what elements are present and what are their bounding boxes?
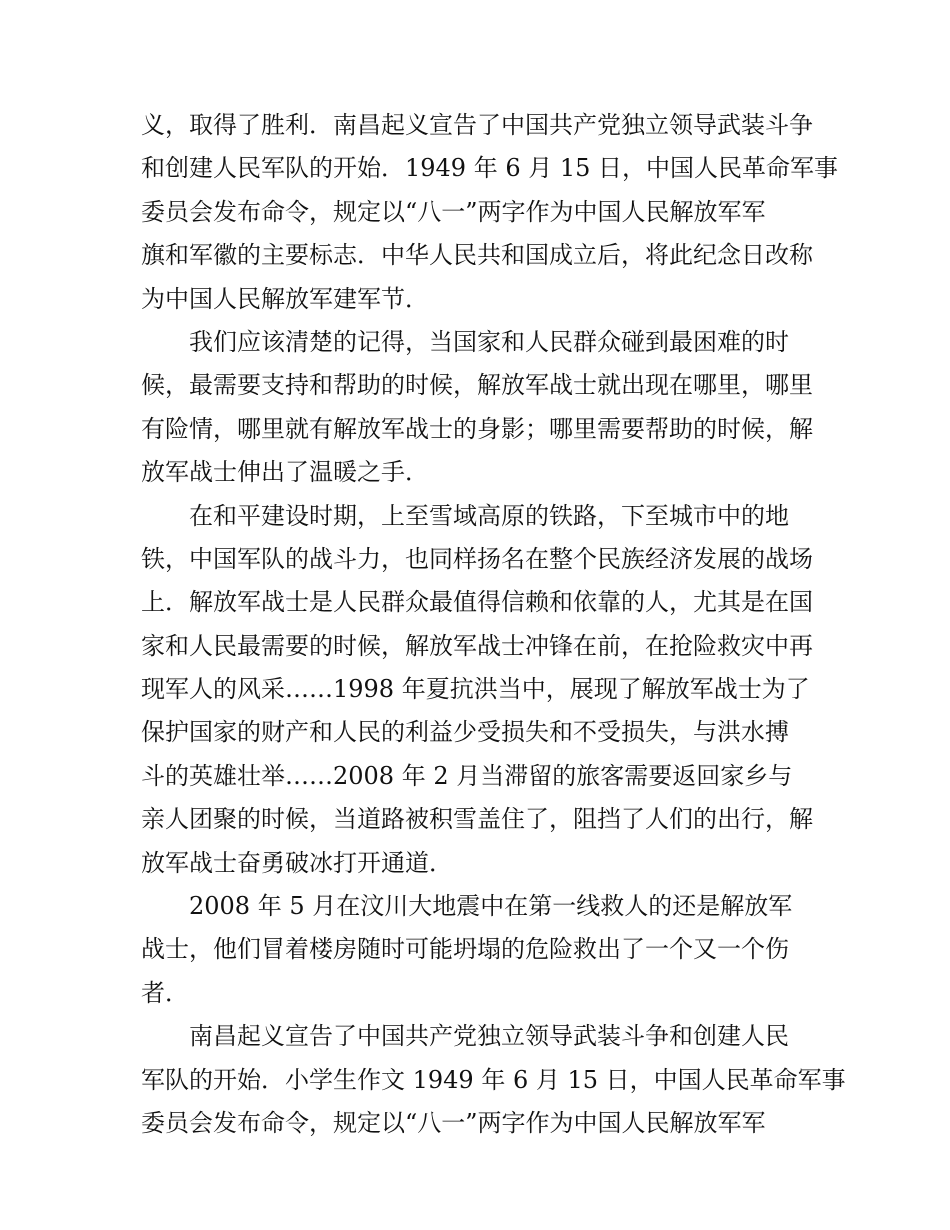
text-line: 战士，他们冒着楼房随时可能坍塌的危险救出了一个又一个伤 bbox=[141, 935, 789, 964]
text-line: 和创建人民军队的开始．1949 年 6 月 15 日，中国人民革命军事 bbox=[141, 154, 839, 183]
paragraph-start-line: 2008 年 5 月在汶川大地震中在第一线救人的还是解放军 bbox=[189, 892, 793, 921]
text-line: 旗和军徽的主要标志．中华人民共和国成立后，将此纪念日改称 bbox=[141, 241, 813, 270]
text-line: 铁，中国军队的战斗力，也同样扬名在整个民族经济发展的战场 bbox=[141, 544, 813, 573]
text-line: 现军人的风采……1998 年夏抗洪当中，展现了解放军战士为了 bbox=[141, 675, 810, 704]
text-line: 者． bbox=[141, 978, 189, 1007]
document-body bbox=[141, 104, 846, 1145]
text-line: 上．解放军战士是人民群众最值得信赖和依靠的人，尤其是在国 bbox=[141, 588, 813, 617]
text-line: 候，最需要支持和帮助的时候，解放军战士就出现在哪里，哪里 bbox=[141, 371, 813, 400]
text-line: 放军战士奋勇破冰打开通道． bbox=[141, 848, 453, 877]
text-line: 有险情，哪里就有解放军战士的身影；哪里需要帮助的时候，解 bbox=[141, 414, 813, 443]
text-line: 斗的英雄壮举……2008 年 2 月当滞留的旅客需要返回家乡与 bbox=[141, 761, 793, 790]
text-line: 保护国家的财产和人民的利益少受损失和不受损失，与洪水搏 bbox=[141, 718, 789, 747]
paragraph-start-line: 我们应该清楚的记得，当国家和人民群众碰到最困难的时 bbox=[189, 327, 789, 356]
text-line: 家和人民最需要的时候，解放军战士冲锋在前，在抢险救灾中再 bbox=[141, 631, 813, 660]
paragraph-start-line: 在和平建设时期，上至雪域高原的铁路，下至城市中的地 bbox=[189, 501, 789, 530]
text-line: 义，取得了胜利．南昌起义宣告了中国共产党独立领导武装斗争 bbox=[141, 111, 813, 139]
text-line: 为中国人民解放军建军节． bbox=[141, 284, 429, 313]
text-line: 亲人团聚的时候，当道路被积雪盖住了，阻挡了人们的出行，解 bbox=[141, 805, 813, 834]
text-line: 军队的开始．小学生作文 1949 年 6 月 15 日，中国人民革命军事 bbox=[141, 1065, 846, 1094]
text-line: 委员会发布命令，规定以“八一”两字作为中国人民解放军军 bbox=[141, 197, 766, 226]
text-line: 放军战士伸出了温暖之手． bbox=[141, 458, 429, 487]
paragraph-start-line: 南昌起义宣告了中国共产党独立领导武装斗争和创建人民 bbox=[189, 1022, 789, 1051]
text-line: 委员会发布命令，规定以“八一”两字作为中国人民解放军军 bbox=[141, 1108, 766, 1137]
